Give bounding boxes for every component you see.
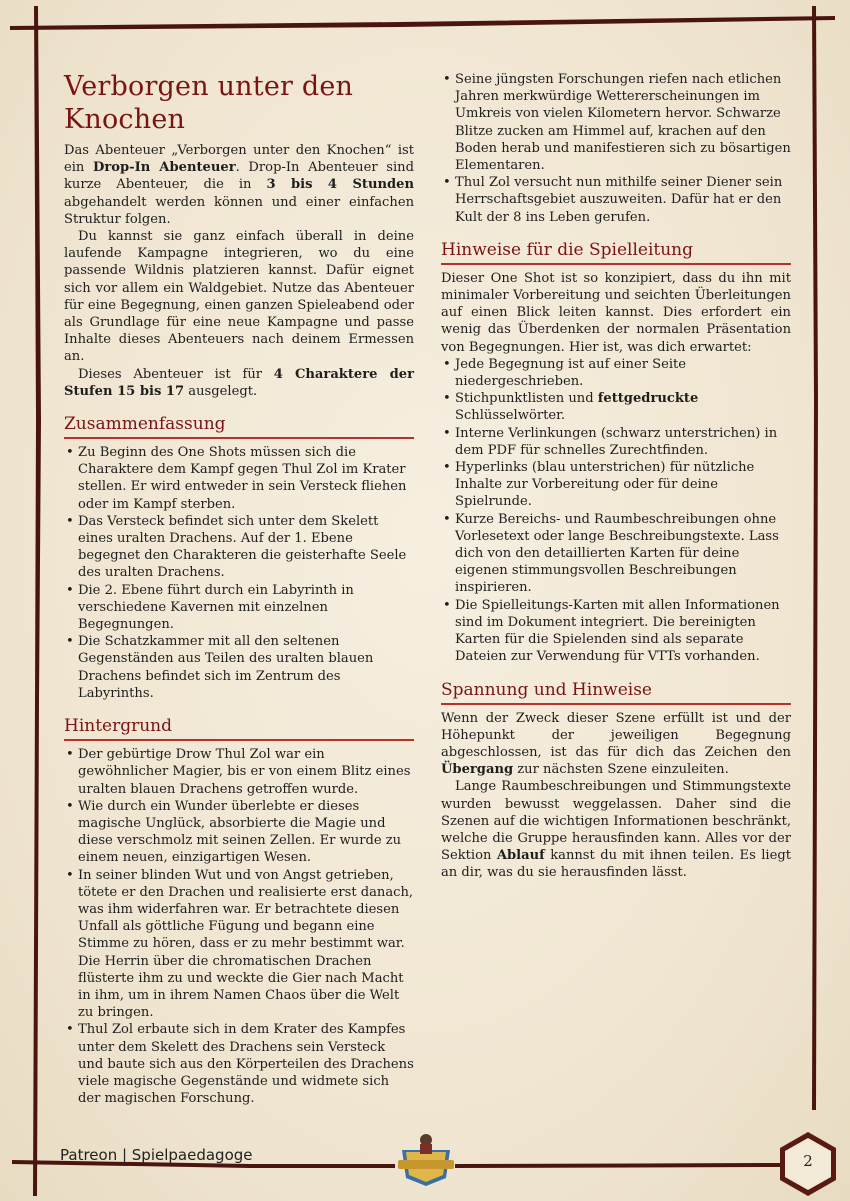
- list-item: • Interne Verlinkungen (schwarz unterstrichen) in dem PDF für schnelles Zurechtfinden.: [441, 425, 791, 459]
- background-list: [64, 746, 414, 1107]
- list-item: • Seine jüngsten Forschungen riefen nach etlichen Jahren merkwürdige Wettererscheinungen im Umkreis von vielen Kilometern hervor. Schwarze Blitze zucken am Himmel auf, krachen auf den Boden herab und manifestieren sich zu bösartigen Elementaren.: [441, 71, 791, 174]
- list-item: • Die 2. Ebene führt durch ein Labyrinth in verschiedene Kavernen mit einzelnen Begegnungen.: [64, 582, 414, 634]
- list-item: • Die Schatzkammer mit all den seltenen Gegenständen aus Teilen des uralten blauen Drachens befindet sich im Zentrum des Labyrinths.: [64, 633, 414, 702]
- summary-heading: Zusammenfassung: [64, 414, 414, 439]
- footer-credit: Patreon | Spielpaedagoge: [60, 1146, 253, 1164]
- intro-paragraph-3: Dieses Abenteuer ist für 4 Charaktere der Stufen 15 bis 17 ausgelegt.: [64, 366, 414, 399]
- list-item: • Die Spielleitungs-Karten mit allen Informationen sind im Dokument integriert. Die bereinigten Karten für die Spielenden sind als separate Dateien zur Verwendung für VTTs vorhanden.: [441, 597, 791, 666]
- right-column: [441, 71, 791, 882]
- list-item: • Hyperlinks (blau unterstrichen) für nützliche Inhalte zur Vorbereitung oder für deine Spielrunde.: [441, 459, 791, 511]
- list-item: • Wie durch ein Wunder überlebte er dieses magische Unglück, absorbierte die Magie und diese verschmolz mit seinen Zellen. Er wurde zu einem neuen, einzigartigen Wesen.: [64, 798, 414, 867]
- list-item: • Thul Zol versucht nun mithilfe seiner Diener sein Herrschaftsgebiet auszuweiten. Dafür hat er den Kult der 8 ins Leben gerufen.: [441, 174, 791, 226]
- intro-paragraph-1: Das Abenteuer „Verborgen unter den Knochen“ ist ein Drop-In Abenteuer. Drop-In Abenteuer sind kurze Abenteuer, die in 3 bis 4 Stunden abgehandelt werden können und einer einfachen Struktur folgen.: [64, 143, 414, 227]
- list-item: • Jede Begegnung ist auf einer Seite niedergeschrieben.: [441, 356, 791, 390]
- list-item: • Das Versteck befindet sich unter dem Skelett eines uralten Drachens. Auf der 1. Ebene begegnet den Charakteren die geisterhafte Seele des uralten Drachens.: [64, 513, 414, 582]
- tension-heading: Spannung und Hinweise: [441, 680, 791, 705]
- list-item: • Zu Beginn des One Shots müssen sich die Charaktere dem Kampf gegen Thul Zol im Krater stellen. Er wird entweder in sein Versteck fliehen oder im Kampf sterben.: [64, 444, 414, 513]
- page-title: Verborgen unter den Knochen: [64, 71, 354, 135]
- gm-notes-list: [441, 356, 791, 666]
- list-item: • In seiner blinden Wut und von Angst getrieben, tötete er den Drachen und realisierte erst danach, was ihm widerfahren war. Er betrachtete diesen Unfall als göttliche Fügung und begann eine Stimme zu hören, dass er zu mehr bestimmt war. Die Herrin über die chromatischen Drachen flüsterte ihm zu und weckte die Gier nach Macht in ihm, um in ihrem Namen Chaos über die Welt zu bringen.: [64, 867, 414, 1022]
- tension-paragraph-1: Wenn der Zweck dieser Szene erfüllt ist und der Höhepunkt der jeweiligen Begegnung abgeschlossen, ist das für dich das Zeichen den Übergang zur nächsten Szene einzuleiten.: [441, 710, 791, 778]
- background-list-continued: [441, 71, 791, 226]
- list-item: • Stichpunktlisten und fettgedruckte Schlüsselwörter.: [441, 390, 791, 424]
- gm-notes-heading: Hinweise für die Spielleitung: [441, 240, 791, 265]
- background-heading: Hintergrund: [64, 716, 414, 741]
- summary-list: [64, 444, 414, 702]
- intro-paragraph-2: Du kannst sie ganz einfach überall in deine laufende Kampagne integrieren, wo du eine passende Wildnis platzieren kannst. Dafür eignet sich vor allem ein Waldgebiet. Nutze das Abenteuer für eine Begegnung, einen ganzen Spieleabend oder als Grundlage für eine neue Kampagne und passe Inhalte dieses Abenteuers nach deinem Ermessen an.: [64, 229, 414, 365]
- spielpaedagoge-logo-icon: [398, 1134, 454, 1186]
- list-item: • Kurze Bereichs- und Raumbeschreibungen ohne Vorlesetext oder lange Beschreibungstexte. Lass dich von den detaillierten Karten für deine eigenen stimmungsvollen Beschreibungen inspirieren.: [441, 511, 791, 597]
- list-item: • Der gebürtige Drow Thul Zol war ein gewöhnlicher Magier, bis er von einem Blitz eines uralten blauen Drachens getroffen wurde.: [64, 746, 414, 798]
- tension-paragraph-2: Lange Raumbeschreibungen und Stimmungstexte wurden bewusst weggelassen. Daher sind die Szenen auf die wichtigen Informationen beschränkt, welche die Gruppe herausfinden kann. Alles vor der Sektion Ablauf kannst du mit ihnen teilen. Es liegt an dir, was du sie herausfinden lässt.: [441, 779, 791, 881]
- gm-notes-intro: Dieser One Shot ist so konzipiert, dass du ihn mit minimaler Vorbereitung und seichten Überleitungen auf einen Blick leiten kannst. Dies erfordert ein wenig das Überdenken der normalen Präsentation von Begegnungen. Hier ist, was dich erwartet:: [441, 270, 791, 355]
- list-item: • Thul Zol erbaute sich in dem Krater des Kampfes unter dem Skelett des Drachens sein Versteck und baute sich aus den Körperteilen des Drachens viele magische Gegenstände und widmete sich der magischen Forschung.: [64, 1021, 414, 1107]
- page-number: 2: [803, 1152, 813, 1170]
- left-column: [64, 68, 414, 1107]
